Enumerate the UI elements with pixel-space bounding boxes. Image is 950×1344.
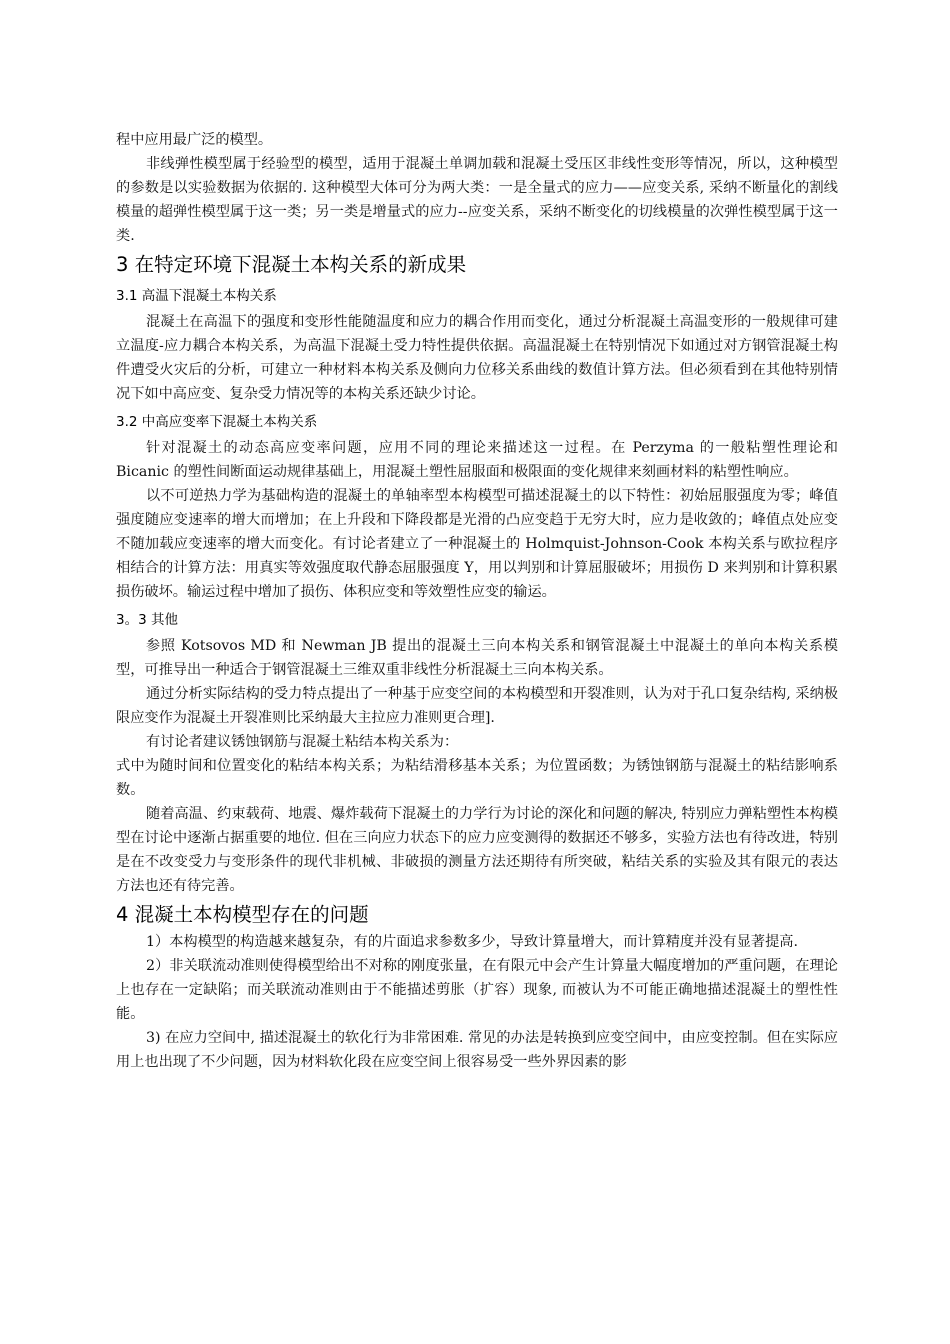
- paragraph-nonlinear-elastic: 非线弹性模型属于经验型的模型，适用于混凝土单调加载和混凝土受压区非线性变形等情况，所以，这种模型的参数是以实验数据为依据的. 这种模型大体可分为两大类：一是全量式的应力——应变关系, 采纳不断量化的割线模量的超弹性模型属于这一类；另一类是增量式的应力--应变关系，采纳不断变化的切线模量的次弹性模型属于这一类.: [116, 156, 838, 244]
- list-item-3: 3) 在应力空间中, 描述混凝土的软化行为非常困难. 常见的办法是转换到应变空间中，由应变控制。但在实际应用上也出现了不少问题，因为材料软化段在应变空间上很容易受一些外界因素的影: [116, 1030, 838, 1070]
- paragraph-thermodynamics: 以不可逆热力学为基础构造的混凝土的单轴率型本构模型可描述混凝土的以下特性：初始屈服强度为零；峰值强度随应变速率的增大而增加；在上升段和下降段都是光滑的凸应变趋于无穷大时，应力是收敛的；峰值点处应变不随加载应变速率的增大而变化。有讨论者建立了一种混凝土的 Holmquist-Johnson-Cook 本构关系与欧拉程序相结合的计算方法：用真实等效强度取代静态屈服强度 Y，用以判别和计算屈服破坏；用损伤 D 来判别和计算积累损伤破坏。输运过程中增加了损伤、体积应变和等效塑性应变的输运。: [116, 488, 838, 600]
- paragraph-continuation: 程中应用最广泛的模型。: [116, 132, 273, 148]
- list-item-1: 1）本构模型的构造越来越复杂，有的片面追求参数多少，导致计算量增大，而计算精度并没有显著提高.: [146, 934, 798, 950]
- paragraph-strain-rate: 针对混凝土的动态高应变率问题，应用不同的理论来描述这一过程。在 Perzyma 的一般粘塑性理论和 Bicanic 的塑性间断面运动规律基础上，用混凝土塑性屈服面和极限面的变化规律来刻画材料的粘塑性响应。: [116, 440, 838, 480]
- section-heading-4: 4 混凝土本构模型存在的问题: [116, 903, 369, 926]
- subsection-heading-3-3: 3。3 其他: [116, 612, 178, 628]
- paragraph-outlook: 随着高温、约束载荷、地震、爆炸载荷下混凝土的力学行为讨论的深化和问题的解决, 特别应力弹粘塑性本构模型在讨论中逐渐占据重要的地位. 但在三向应力状态下的应力应变测得的数据还不够多，实验方法也有待改进，特别是在不改变受力与变形条件的现代非机械、非破损的测量方法还期待有所突破，粘结关系的实验及其有限元的表达方法也还有待完善。: [116, 806, 838, 894]
- paragraph-high-temperature: 混凝土在高温下的强度和变形性能随温度和应力的耦合作用而变化，通过分析混凝土高温变形的一般规律可建立温度-应力耦合本构关系，为高温下混凝土受力特性提供依据。高温混凝土在特别情况下如通过对方钢管混凝土构件遭受火灾后的分析，可建立一种材料本构关系及侧向力位移关系曲线的数值计算方法。但必须看到在其他特别情况下如中高应变、复杂受力情况等的本构关系还缺少讨论。: [116, 314, 838, 402]
- paragraph-bond-formula: 式中为随时间和位置变化的粘结本构关系；为粘结滑移基本关系；为位置函数；为锈蚀钢筋与混凝土的粘结影响系数。: [116, 758, 838, 798]
- paragraph-kotsovos: 参照 Kotsovos MD 和 Newman JB 提出的混凝土三向本构关系和钢管混凝土中混凝土的单向本构关系模型，可推导出一种适合于钢管混凝土三维双重非线性分析混凝土三向本构关系。: [116, 638, 838, 678]
- section-heading-3: 3 在特定环境下混凝土本构关系的新成果: [116, 253, 467, 276]
- subsection-heading-3-1: 3.1 高温下混凝土本构关系: [116, 288, 277, 304]
- list-item-2: 2）非关联流动准则使得模型给出不对称的刚度张量，在有限元中会产生计算量大幅度增加的严重问题，在理论上也存在一定缺陷；而关联流动准则由于不能描述剪胀（扩容）现象, 而被认为不可能正确地描述混凝土的塑性性能。: [116, 958, 838, 1022]
- document-page: [116, 128, 838, 1074]
- subsection-heading-3-2: 3.2 中高应变率下混凝土本构关系: [116, 414, 318, 430]
- paragraph-crack-criterion: 通过分析实际结构的受力特点提出了一种基于应变空间的本构模型和开裂准则，认为对于孔口复杂结构, 采纳极限应变作为混凝土开裂准则比采纳最大主拉应力准则更合理].: [116, 686, 838, 726]
- paragraph-bond-intro: 有讨论者建议锈蚀钢筋与混凝土粘结本构关系为：: [146, 734, 459, 750]
